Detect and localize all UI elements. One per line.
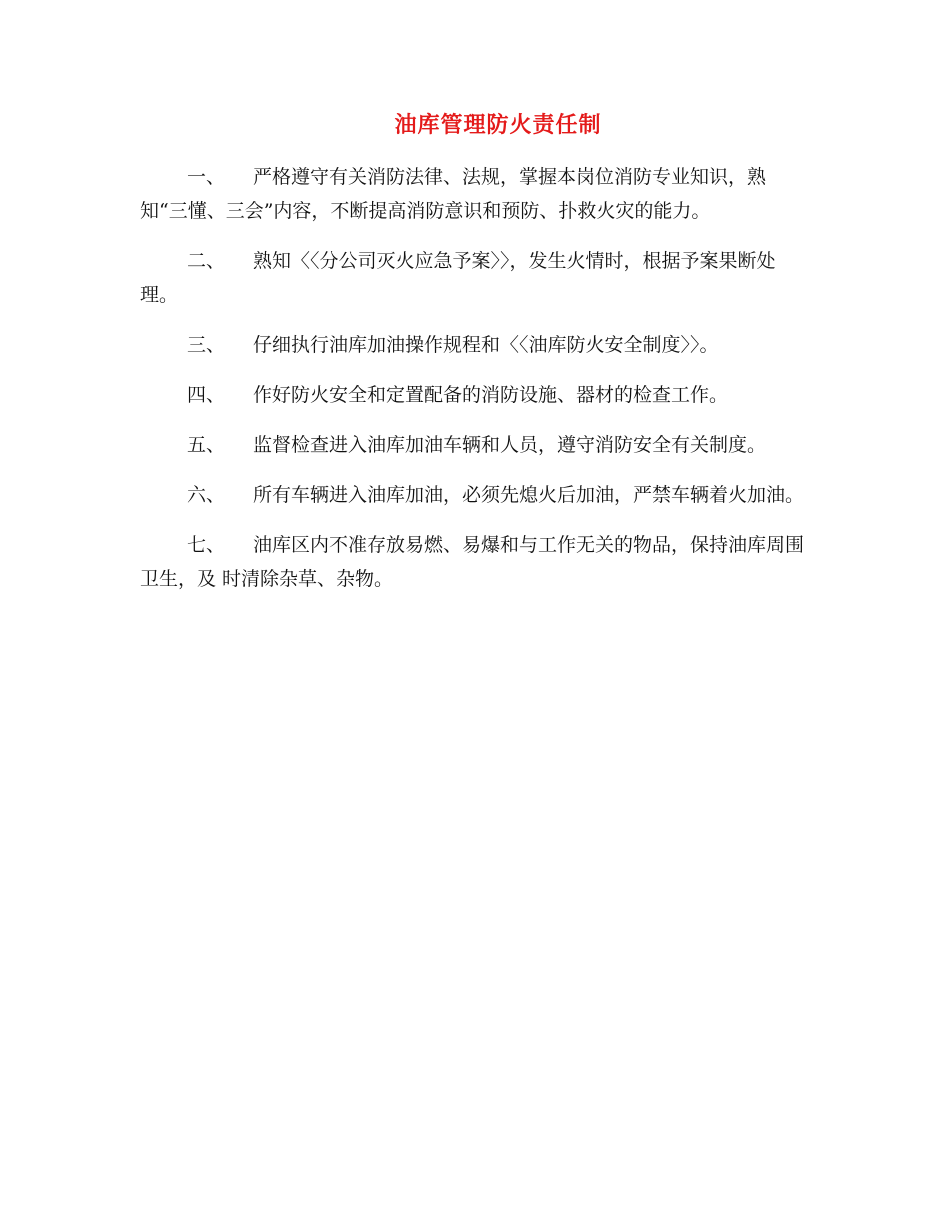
item-number: 五、 <box>187 434 226 456</box>
item-text: 作好防火安全和定置配备的消防设施、器材的检查工作。 <box>253 384 729 406</box>
list-item <box>140 528 808 596</box>
item-number: 七、 <box>187 534 226 556</box>
list-item <box>140 478 808 512</box>
item-number: 六、 <box>187 484 226 506</box>
item-text: 油库区内不准存放易燃、易爆和与工作无关的物品，保持油库周围卫生，及 时清除杂草、杂物。 <box>140 534 805 590</box>
list-item <box>140 328 808 362</box>
list-item <box>140 160 808 228</box>
item-number: 三、 <box>187 334 226 356</box>
item-text: 所有车辆进入油库加油，必须先熄火后加油，严禁车辆着火加油。 <box>253 484 805 506</box>
list-item <box>140 244 808 312</box>
document-body <box>140 160 808 612</box>
item-text: 熟知〈〈分公司灭火应急予案〉〉，发生火情时，根据予案果断处理。 <box>140 250 776 306</box>
item-text: 仔细执行油库加油操作规程和〈〈油库防火安全制度〉〉。 <box>253 334 719 356</box>
list-item <box>140 378 808 412</box>
item-number: 二、 <box>187 250 226 272</box>
list-item <box>140 428 808 462</box>
item-text: 严格遵守有关消防法律、法规，掌握本岗位消防专业知识，熟知“三懂、三会”内容，不断提高消防意识和预防、扑救火灾的能力。 <box>140 166 767 222</box>
document-title: 油库管理防火责任制 <box>394 113 602 138</box>
item-number: 一、 <box>187 166 226 188</box>
item-number: 四、 <box>187 384 226 406</box>
item-text: 监督检查进入油库加油车辆和人员，遵守消防安全有关制度。 <box>253 434 767 456</box>
